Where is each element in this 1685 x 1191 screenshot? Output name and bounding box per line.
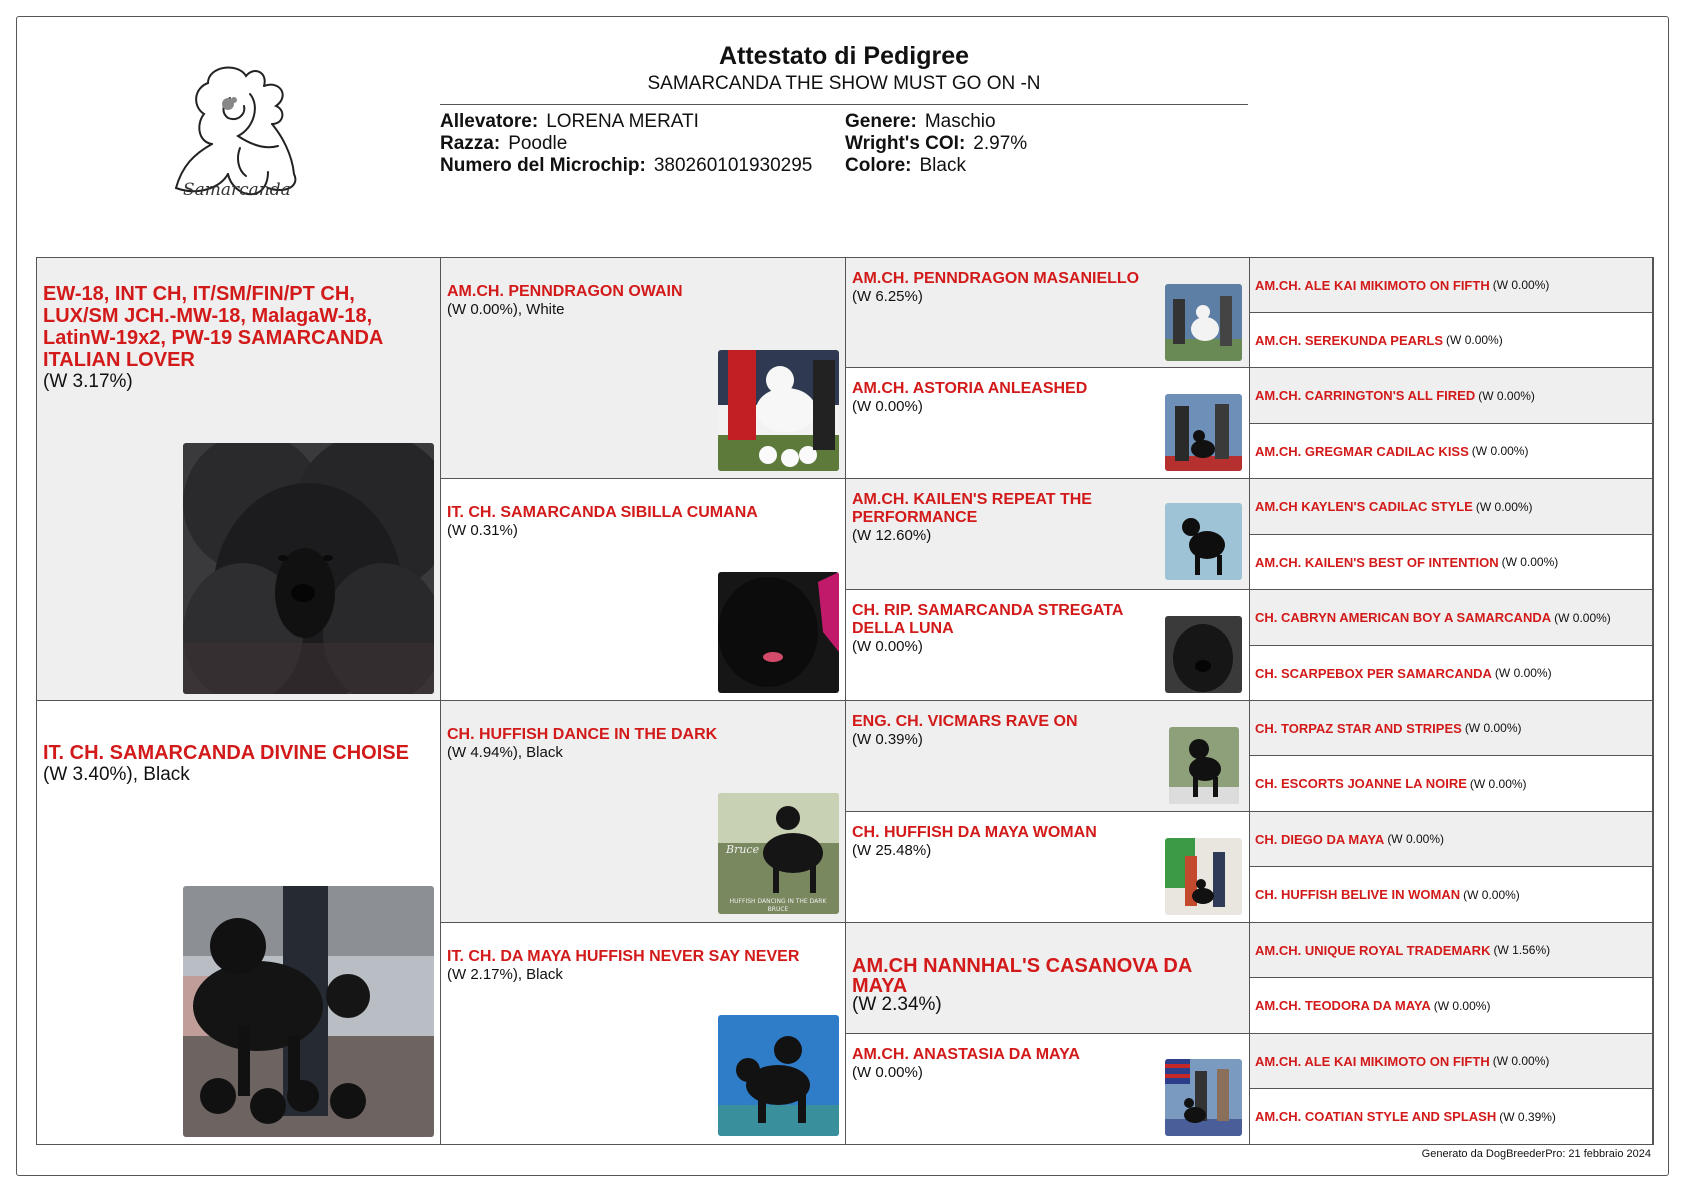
info-right-column (845, 111, 1027, 177)
gen4-cell-9 (1250, 701, 1653, 756)
gen4-cell-10 (1250, 756, 1653, 812)
gen4-name-8: CH. SCARPEBOX PER SAMARCANDA (1255, 665, 1492, 681)
gen2-detail-4: (W 2.17%), Black (447, 966, 563, 983)
gen4-name-2: AM.CH. SEREKUNDA PEARLS (1255, 332, 1444, 348)
sire-photo (183, 443, 434, 694)
breeder-value: LORENA MERATI (546, 111, 699, 132)
gen3-name-5: ENG. CH. VICMARS RAVE ON (852, 713, 1078, 730)
gen3-photo-3 (1165, 503, 1242, 580)
color-value: Black (919, 155, 966, 176)
gen3-detail-8: (W 0.00%) (852, 1064, 923, 1081)
gen4-detail-9: (W 0.00%) (1464, 721, 1522, 735)
gen4-name-1: AM.CH. ALE KAI MIKIMOTO ON FIFTH (1255, 277, 1490, 293)
gen4-detail-6: (W 0.00%) (1501, 555, 1559, 569)
microchip-value: 380260101930295 (653, 155, 813, 176)
gen3-detail-7: (W 2.34%) (852, 994, 942, 1015)
dam-name: IT. CH. SAMARCANDA DIVINE CHOISE (43, 742, 409, 764)
gen4-cell-4 (1250, 424, 1653, 479)
gen4-cell-11 (1250, 812, 1653, 867)
gen2-cell-4 (441, 923, 846, 1144)
gen4-detail-16: (W 0.39%) (1499, 1109, 1556, 1124)
sex-label: Genere: (845, 111, 917, 132)
dam-photo (183, 886, 434, 1137)
gen4-name-14: AM.CH. TEODORA DA MAYA (1255, 998, 1431, 1013)
gen4-name-10: CH. ESCORTS JOANNE LA NOIRE (1255, 776, 1467, 791)
photo-caption-dance: HUFFISH DANCING IN THE DARK (729, 898, 827, 905)
gen4-name-12: CH. HUFFISH BELIVE IN WOMAN (1255, 887, 1461, 902)
gen3-cell-5 (846, 701, 1250, 812)
gen3-photo-4 (1165, 616, 1242, 693)
sire-detail: (W 3.17%) (43, 371, 133, 392)
gen2-detail-2: (W 0.31%) (447, 522, 518, 539)
generated-footer: Generato da DogBreederPro: 21 febbraio 2024 (1421, 1148, 1651, 1160)
gen4-cell-2 (1250, 313, 1653, 368)
gen4-name-15: AM.CH. ALE KAI MIKIMOTO ON FIFTH (1255, 1053, 1490, 1069)
color-label: Colore: (845, 155, 912, 176)
gen3-name-1: AM.CH. PENNDRAGON MASANIELLO (852, 270, 1140, 287)
gen3-cell-4 (846, 590, 1250, 701)
breed-row (440, 133, 812, 155)
gen4-cell-7 (1250, 590, 1653, 646)
sire-name: EW-18, INT CH, IT/SM/FIN/PT CH, LUX/SM JCH.-MW-18, MalagaW-18, LatinW-19x2, PW-19 SAMARCANDA ITALIAN LOVER (43, 283, 383, 371)
coi-label: Wright's COI: (845, 133, 966, 154)
dam-cell (37, 701, 441, 1144)
gen3-photo-1 (1165, 284, 1242, 361)
gen4-name-11: CH. DIEGO DA MAYA (1255, 831, 1385, 847)
gen2-detail-1: (W 0.00%), White (447, 301, 565, 318)
gen4-cell-12 (1250, 867, 1653, 923)
microchip-label: Numero del Microchip: (440, 155, 646, 176)
dog-name-subtitle: SAMARCANDA THE SHOW MUST GO ON -N (647, 73, 1041, 94)
gen4-detail-13: (W 1.56%) (1493, 943, 1551, 957)
gen3-cell-8 (846, 1034, 1250, 1144)
gen4-cell-8 (1250, 646, 1653, 701)
gen4-cell-14 (1250, 978, 1653, 1034)
gen3-name-3: AM.CH. KAILEN'S REPEAT THE PERFORMANCE (852, 491, 1092, 526)
gen3-photo-6 (1165, 838, 1242, 915)
gen3-name-6: CH. HUFFISH DA MAYA WOMAN (852, 824, 1097, 841)
gen4-name-16: AM.CH. COATIAN STYLE AND SPLASH (1255, 1109, 1497, 1124)
breed-label: Razza: (440, 133, 501, 154)
gen3-detail-3: (W 12.60%) (852, 527, 932, 544)
gen3-photo-2 (1165, 394, 1242, 471)
gen4-cell-15 (1250, 1034, 1653, 1089)
gen2-cell-1 (441, 258, 846, 479)
gen4-detail-14: (W 0.00%) (1433, 998, 1491, 1013)
logo-wordmark: Samarcanda (183, 180, 291, 200)
gen4-name-7: CH. CABRYN AMERICAN BOY A SAMARCANDA (1255, 610, 1552, 625)
photo-caption-bruce: Bruce (726, 843, 760, 856)
gen3-cell-3 (846, 479, 1250, 590)
sex-value: Maschio (924, 111, 996, 132)
gen3-detail-4: (W 0.00%) (852, 638, 923, 655)
gen4-cell-13 (1250, 923, 1653, 978)
gen3-photo-8 (1165, 1059, 1242, 1136)
dam-detail: (W 3.40%), Black (43, 764, 190, 785)
gen2-name-1: AM.CH. PENNDRAGON OWAIN (447, 283, 683, 300)
gen3-detail-1: (W 6.25%) (852, 288, 923, 305)
gen4-detail-12: (W 0.00%) (1463, 887, 1520, 902)
gen4-detail-1: (W 0.00%) (1492, 278, 1550, 292)
gen3-cell-7 (846, 923, 1250, 1034)
gen3-cell-2 (846, 368, 1250, 479)
gen4-detail-11: (W 0.00%) (1387, 832, 1444, 846)
gen2-name-3: CH. HUFFISH DANCE IN THE DARK (447, 726, 718, 743)
gen3-name-4: CH. RIP. SAMARCANDA STREGATA DELLA LUNA (852, 602, 1123, 637)
photo-caption-bruce-2: BRUCE (767, 906, 789, 913)
gen3-name-8: AM.CH. ANASTASIA DA MAYA (852, 1046, 1080, 1063)
gen2-detail-3: (W 4.94%), Black (447, 744, 563, 761)
gen2-name-4: IT. CH. DA MAYA HUFFISH NEVER SAY NEVER (447, 948, 800, 965)
coi-row (845, 133, 1027, 155)
info-left-column (440, 111, 812, 177)
gen4-cell-16 (1250, 1089, 1653, 1144)
gen3-cell-1 (846, 258, 1250, 368)
gen4-detail-5: (W 0.00%) (1475, 499, 1533, 514)
color-row (845, 155, 1027, 177)
gen4-detail-4: (W 0.00%) (1471, 444, 1529, 458)
gen3-photo-5 (1169, 727, 1239, 804)
breeder-row (440, 111, 812, 133)
gen3-name-2: AM.CH. ASTORIA ANLEASHED (852, 380, 1088, 397)
gen4-cell-5 (1250, 479, 1653, 535)
gen4-cell-6 (1250, 535, 1653, 590)
gen4-name-9: CH. TORPAZ STAR AND STRIPES (1255, 720, 1462, 736)
gen4-name-5: AM.CH KAYLEN'S CADILAC STYLE (1255, 499, 1473, 514)
gen2-photo-4 (718, 1015, 839, 1136)
gen2-photo-3 (718, 793, 839, 914)
sire-cell (37, 258, 441, 701)
document-title: Attestato di Pedigree (718, 42, 970, 70)
gen4-detail-15: (W 0.00%) (1492, 1054, 1550, 1068)
gen3-detail-6: (W 25.48%) (852, 842, 932, 859)
gen2-cell-2 (441, 479, 846, 701)
breed-value: Poodle (508, 133, 568, 154)
gen2-photo-2 (718, 572, 839, 693)
gen4-detail-7: (W 0.00%) (1554, 610, 1611, 625)
sex-row (845, 111, 1027, 133)
header-divider (440, 104, 1248, 105)
gen3-detail-5: (W 0.39%) (852, 731, 923, 748)
gen4-name-4: AM.CH. GREGMAR CADILAC KISS (1255, 443, 1469, 459)
gen4-name-6: AM.CH. KAILEN'S BEST OF INTENTION (1255, 554, 1499, 570)
gen4-name-13: AM.CH. UNIQUE ROYAL TRADEMARK (1255, 942, 1491, 958)
gen2-name-2: IT. CH. SAMARCANDA SIBILLA CUMANA (447, 504, 758, 521)
gen4-detail-10: (W 0.00%) (1469, 776, 1527, 791)
gen4-detail-2: (W 0.00%) (1446, 333, 1503, 347)
gen4-cell-1 (1250, 258, 1653, 313)
gen4-cell-3 (1250, 368, 1653, 424)
breeder-label: Allevatore: (440, 111, 539, 132)
coi-value: 2.97% (973, 133, 1028, 154)
gen3-cell-6 (846, 812, 1250, 923)
gen2-cell-3 (441, 701, 846, 923)
gen4-name-3: AM.CH. CARRINGTON'S ALL FIRED (1255, 388, 1476, 403)
gen4-detail-8: (W 0.00%) (1494, 666, 1552, 680)
gen4-detail-3: (W 0.00%) (1478, 388, 1535, 403)
gen3-name-7: AM.CH NANNHAL'S CASANOVA DA MAYA (852, 955, 1192, 997)
pedigree-grid (36, 257, 1654, 1145)
gen3-detail-2: (W 0.00%) (852, 398, 923, 415)
microchip-row (440, 155, 812, 177)
gen2-photo-1 (718, 350, 839, 471)
